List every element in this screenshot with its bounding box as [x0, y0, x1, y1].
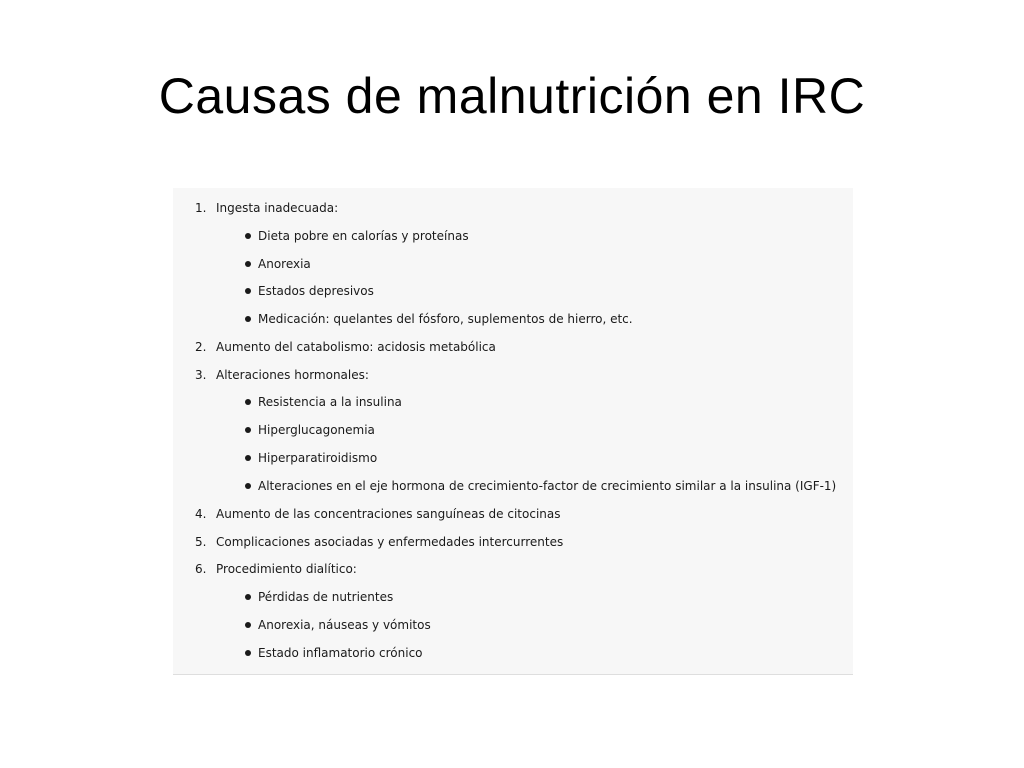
list-item-text: Procedimiento dialítico:: [216, 562, 357, 576]
bullet-icon: [245, 316, 251, 322]
sub-list-item-text: Anorexia: [258, 257, 311, 271]
bullet-icon: [245, 288, 251, 294]
list-item-number: 3.: [195, 368, 207, 382]
bullet-icon: [245, 594, 251, 600]
list-item-number: 2.: [195, 340, 207, 354]
list-item-number: 5.: [195, 535, 207, 549]
sub-list-item-text: Hiperparatiroidismo: [258, 451, 378, 465]
sub-list-item-text: Hiperglucagonemia: [258, 423, 375, 437]
bullet-icon: [245, 622, 251, 628]
sub-list-item-text: Resistencia a la insulina: [258, 395, 402, 409]
causes-list-panel: [173, 188, 853, 675]
sub-list-item-text: Alteraciones en el eje hormona de crecimiento-factor de crecimiento similar a la insulina (IGF-1): [258, 479, 837, 493]
list-item-text: Ingesta inadecuada:: [216, 201, 339, 215]
sub-list-item-text: Estado inflamatorio crónico: [258, 646, 423, 660]
list-item-text: Complicaciones asociadas y enfermedades intercurrentes: [216, 535, 564, 549]
list-item-text: Aumento de las concentraciones sanguíneas de citocinas: [216, 507, 561, 521]
list-item-text: Aumento del catabolismo: acidosis metabólica: [216, 340, 496, 354]
sub-list-item-text: Medicación: quelantes del fósforo, suplementos de hierro, etc.: [258, 312, 633, 326]
bullet-icon: [245, 261, 251, 267]
sub-list-item-text: Estados depresivos: [258, 284, 374, 298]
list-item-text: Alteraciones hormonales:: [216, 368, 369, 382]
bullet-icon: [245, 233, 251, 239]
bullet-icon: [245, 399, 251, 405]
bullet-icon: [245, 455, 251, 461]
list-item-number: 4.: [195, 507, 207, 521]
list-item-number: 6.: [195, 562, 207, 576]
sub-list-item-text: Pérdidas de nutrientes: [258, 590, 394, 604]
sub-list-item-text: Dieta pobre en calorías y proteínas: [258, 229, 469, 243]
sub-list-item-text: Anorexia, náuseas y vómitos: [258, 618, 431, 632]
bullet-icon: [245, 483, 251, 489]
slide-title: Causas de malnutrición en IRC: [158, 68, 866, 124]
bullet-icon: [245, 650, 251, 656]
list-item-number: 1.: [195, 201, 207, 215]
bullet-icon: [245, 427, 251, 433]
